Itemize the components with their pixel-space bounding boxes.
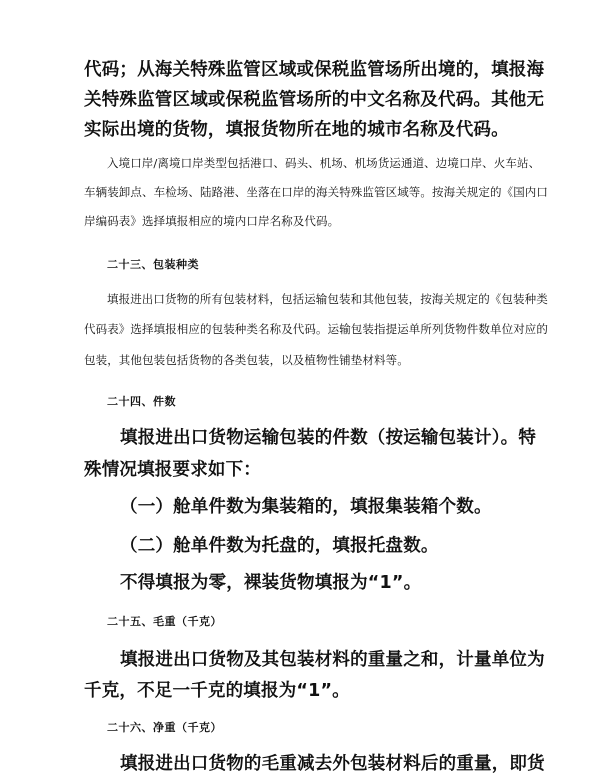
note-line: 岸编码表》选择填报相应的境内口岸名称及代码。 [84,214,340,228]
note-line: 包装，其他包装包括货物的各类包装，以及植物性铺垫材料等。 [84,353,409,367]
paragraph-line: 填报进出口货物及其包装材料的重量之和，计量单位为 [120,650,545,670]
paragraph-line: 填报进出口货物运输包装的件数（按运输包装计）。特 [120,428,537,448]
note-line: 填报进出口货物的所有包装材料，包括运输包装和其他包装，按海关规定的《包装种类 [107,292,548,306]
paragraph-line: （二）舱单件数为托盘的，填报托盘数。 [120,536,439,556]
section-heading-26: 二十六、净重（千克） [107,721,222,734]
paragraph-line: 殊情况填报要求如下： [84,460,261,480]
paragraph-line: 代码；从海关特殊监管区域或保税监管场所出境的，填报海 [84,60,545,80]
paragraph-line: 实际出境的货物，填报货物所在地的城市名称及代码。 [84,120,509,140]
paragraph-line: 填报进出口货物的毛重减去外包装材料后的重量，即货 [120,754,545,774]
section-heading-25: 二十五、毛重（千克） [107,615,222,628]
note-line: 入境口岸/离境口岸类型包括港口、码头、机场、机场货运通道、边境口岸、火车站、 [107,156,541,170]
paragraph-line: （一）舱单件数为集装箱的，填报集装箱个数。 [120,497,492,517]
note-line: 代码表》选择填报相应的包装种类名称及代码。运输包装指提运单所列货物件数单位对应的 [84,322,548,336]
note-line: 车辆装卸点、车检场、陆路港、坐落在口岸的海关特殊监管区域等。按海关规定的《国内口 [84,185,548,199]
section-heading-24: 二十四、件数 [107,395,176,408]
paragraph-line: 千克，不足一千克的填报为“1”。 [84,681,350,701]
paragraph-line: 关特殊监管区域或保税监管场所的中文名称及代码。其他无 [84,90,545,110]
paragraph-line: 不得填报为零，裸装货物填报为“1”。 [120,573,422,593]
section-heading-23: 二十三、包装种类 [107,258,199,271]
